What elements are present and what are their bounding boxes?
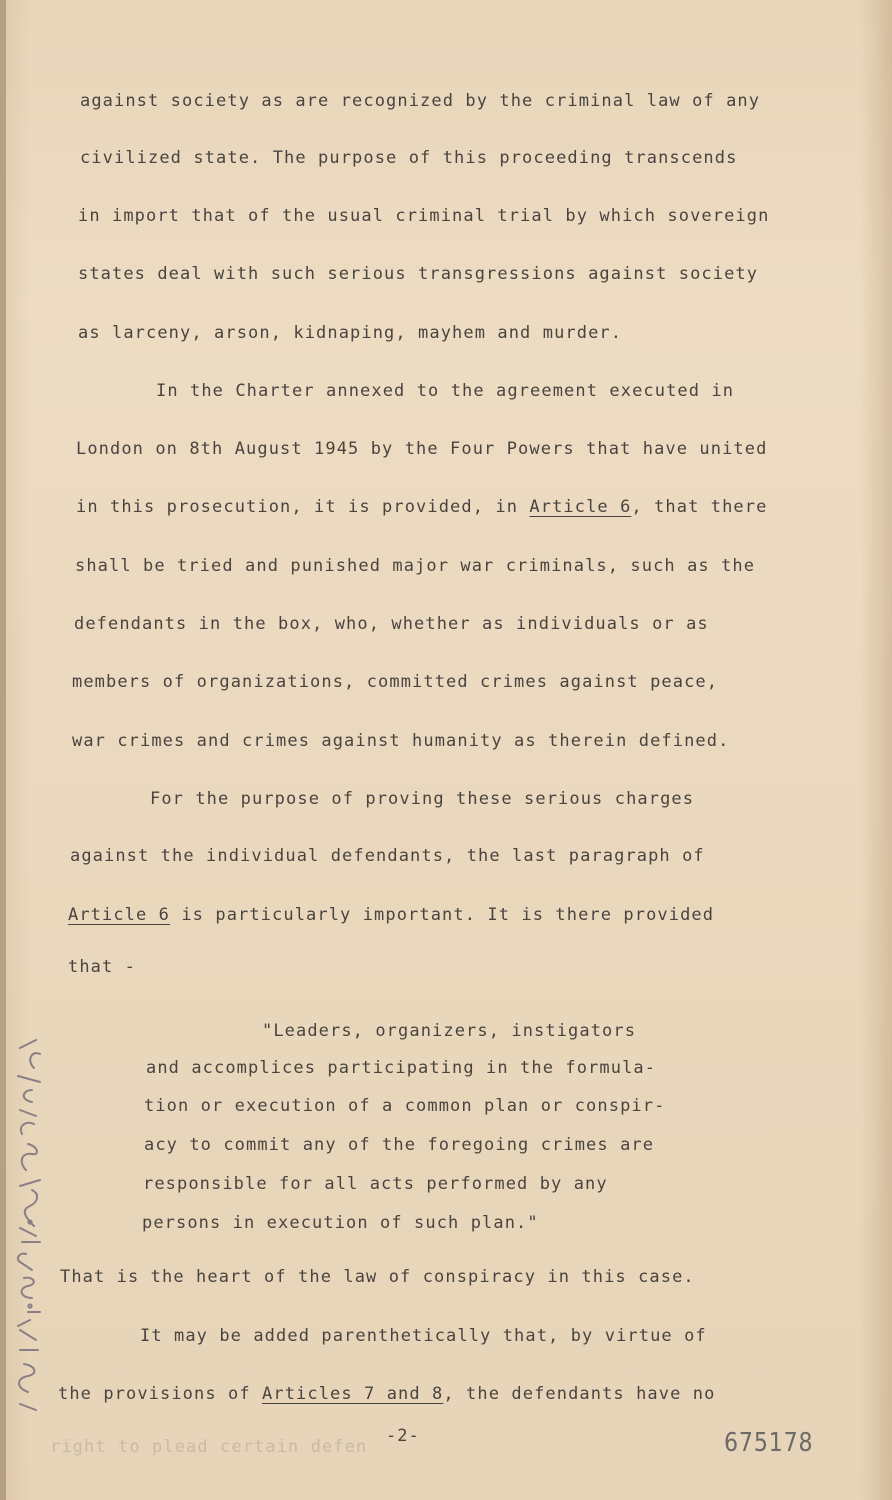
text-line: London on 8th August 1945 by the Four Powers that have united [76,439,768,459]
text-segment: , that there [631,497,768,517]
text-segment: is particularly important. It is there provided [170,905,715,925]
text-line: states deal with such serious transgressions against society [78,264,759,284]
text-line: shall be tried and punished major war criminals, such as the [75,556,756,576]
text-line: in import that of the usual criminal trial by which sovereign [78,206,770,226]
text-line: against society as are recognized by the criminal law of any [80,91,761,111]
quote-line: acy to commit any of the foregoing crimes are [144,1135,655,1155]
faint-carryover-text: right to plead certain defen [50,1437,368,1457]
article-reference: Article 6 [68,905,171,925]
quote-line: "Leaders, organizers, instigators [262,1021,637,1041]
text-line: as larceny, arson, kidnaping, mayhem and murder. [78,323,623,343]
quote-line: persons in execution of such plan." [142,1213,539,1233]
text-segment: , the defendants have no [443,1384,716,1404]
document-number: 675178 [724,1428,814,1458]
quote-line: responsible for all acts performed by any [143,1174,608,1194]
handwritten-margin-note [6,1030,50,1420]
text-line: For the purpose of proving these serious charges [150,789,695,809]
text-line: against the individual defendants, the last paragraph of [70,846,705,866]
text-line: In the Charter annexed to the agreement executed in [156,381,735,401]
text-line: members of organizations, committed crimes against peace, [72,672,719,692]
text-segment: in this prosecution, it is provided, in [76,497,519,517]
article-reference: Articles 7 and 8 [262,1384,444,1404]
text-line: civilized state. The purpose of this proceeding transcends [80,148,738,168]
text-line: defendants in the box, who, whether as individuals or as [74,614,709,634]
text-line: war crimes and crimes against humanity as therein defined. [72,731,730,751]
text-segment: the provisions of [58,1384,263,1404]
text-line: It may be added parenthetically that, by virtue of [140,1326,707,1346]
text-line [68,904,714,926]
quote-line: tion or execution of a common plan or conspir- [144,1096,666,1116]
quote-line: and accomplices participating in the formula- [146,1058,657,1078]
article-reference: Article 6 [529,497,632,517]
text-line [58,1383,715,1405]
text-line [76,496,767,518]
text-line: that - [68,957,137,977]
page-number: -2- [386,1426,420,1446]
text-line: That is the heart of the law of conspiracy in this case. [60,1267,695,1287]
